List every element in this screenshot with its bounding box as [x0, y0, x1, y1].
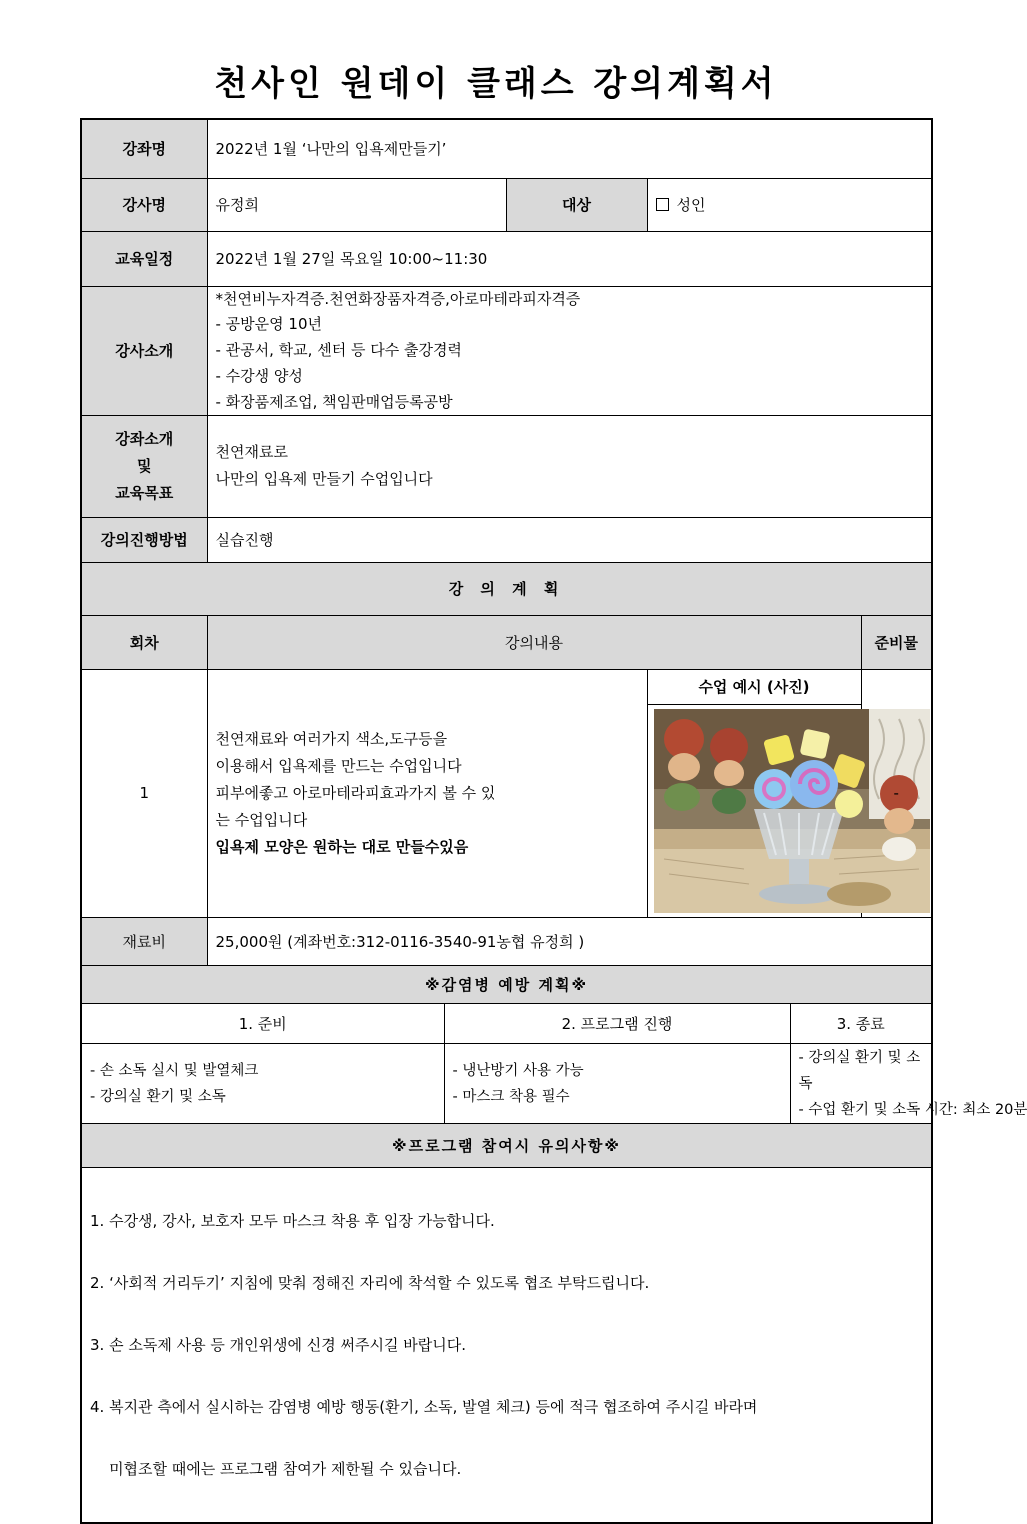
lecture-plan-table [80, 118, 1027, 1524]
intro-label-line: 교육목표 [115, 483, 174, 502]
prevention-col-2-items [444, 1043, 790, 1123]
materials-value: - [861, 669, 932, 917]
bio-line: - 화장품제조업, 책임판매업등록공방 [215, 392, 453, 411]
bio-content [207, 286, 932, 415]
prevention-col-3-items [790, 1043, 1027, 1123]
prevention-item: - 냉난방기 사용 가능 [452, 1062, 584, 1079]
intro-line: 나만의 입욕제 만들기 수업입니다 [215, 470, 433, 488]
prevention-col-3-title: 3. 종료 [790, 1003, 932, 1043]
bath-bomb-photo [654, 709, 930, 913]
prevention-item: - 마스크 착용 필수 [452, 1088, 570, 1105]
notes-header: ※프로그램 참여시 유의사항※ [81, 1123, 932, 1167]
instructor-row [81, 178, 932, 231]
session-column-header: 회차 [81, 615, 207, 669]
note-line: 1. 수강생, 강사, 보호자 모두 마스크 착용 후 입장 가능합니다. [90, 1211, 495, 1230]
prevention-items-row [81, 1043, 932, 1123]
note-line: 3. 손 소독제 사용 등 개인위생에 신경 써주시길 바랍니다. [90, 1335, 467, 1354]
target-label: 대상 [506, 178, 647, 231]
method-value: 실습진행 [207, 517, 932, 562]
bio-line: - 수강생 양성 [215, 366, 303, 385]
bio-line: - 관공서, 학교, 센터 등 다수 출강경력 [215, 340, 462, 359]
prevention-item: - 강의실 환기 및 소독 [798, 1049, 921, 1092]
photo-title: 수업 예시 (사진) [648, 670, 861, 705]
notes-row [81, 1167, 932, 1523]
prevention-item: - 강의실 환기 및 소독 [90, 1088, 226, 1105]
note-line: 미협조할 때에는 프로그램 참여가 제한될 수 있습니다. [90, 1459, 462, 1478]
fee-row [81, 917, 932, 965]
prevention-columns-row [81, 1003, 932, 1043]
notes-header-row [81, 1123, 932, 1167]
plan-header-row [81, 562, 932, 615]
intro-content [207, 415, 932, 517]
prevention-col-2-title: 2. 프로그램 진행 [444, 1003, 790, 1043]
intro-label-line: 강좌소개 [115, 429, 174, 448]
method-row [81, 517, 932, 562]
content-bold-line: 입욕제 모양은 원하는 대로 만들수있음 [215, 837, 469, 856]
intro-line: 천연재료로 [215, 443, 288, 461]
bio-label: 강사소개 [81, 286, 207, 415]
fee-label: 재료비 [81, 917, 207, 965]
method-label: 강의진행방법 [81, 517, 207, 562]
schedule-label: 교육일정 [81, 231, 207, 286]
intro-label-line: 및 [137, 456, 152, 475]
bio-line: *천연비누자격증.천연화장품자격증,아로마테라피자격증 [215, 289, 581, 308]
session-number: 1 [81, 669, 207, 917]
notes-content [81, 1167, 932, 1523]
target-checkbox[interactable] [656, 198, 669, 211]
schedule-row [81, 231, 932, 286]
class-photo [648, 705, 861, 917]
course-value: 2022년 1월 ‘나만의 입욕제만들기’ [207, 119, 932, 178]
intro-row [81, 415, 932, 517]
document-title: 천사인 원데이 클래스 강의계획서 [214, 64, 778, 104]
intro-label [81, 415, 207, 517]
fee-value: 25,000원 (계좌번호:312-0116-3540-91농협 유정희 ) [207, 917, 932, 965]
content-line: 천연재료와 여러가지 색소,도구등을 [215, 729, 448, 748]
prevention-header: ※감염병 예방 계획※ [81, 965, 932, 1003]
schedule-value: 2022년 1월 27일 목요일 10:00~11:30 [207, 231, 932, 286]
instructor-value: 유정희 [207, 178, 506, 231]
plan-columns-row [81, 615, 932, 669]
bio-line: - 공방운영 10년 [215, 314, 322, 333]
prevention-col-1-items [81, 1043, 444, 1123]
course-row [81, 119, 932, 178]
content-line: 는 수업입니다 [215, 810, 308, 829]
materials-column-header: 준비물 [861, 615, 932, 669]
content-column-header: 강의내용 [207, 615, 861, 669]
course-label: 강좌명 [81, 119, 207, 178]
target-cell [647, 178, 932, 231]
prevention-header-row [81, 965, 932, 1003]
target-value: 성인 [676, 196, 706, 214]
note-line: 4. 복지관 측에서 실시하는 감염병 예방 행동(환기, 소독, 발열 체크) 등에 적극 협조하여 주시길 바라며 [90, 1397, 758, 1416]
photo-cell [647, 669, 861, 917]
prevention-item: - 손 소독 실시 및 발열체크 [90, 1062, 259, 1079]
content-line: 피부에좋고 아로마테라피효과가지 볼 수 있 [215, 783, 496, 802]
plan-header: 강 의 계 획 [81, 562, 932, 615]
content-line: 이용해서 입욕제를 만드는 수업입니다 [215, 756, 462, 775]
prevention-item: - 수업 환기 및 소독 시간: 최소 20분 [798, 1101, 1027, 1118]
instructor-label: 강사명 [81, 178, 207, 231]
note-line: 2. ‘사회적 거리두기’ 지침에 맞춰 정해진 자리에 착석할 수 있도록 협조 부탁드립니다. [90, 1273, 650, 1292]
session-content [207, 669, 647, 917]
prevention-col-1-title: 1. 준비 [81, 1003, 444, 1043]
plan-session-row [81, 669, 932, 917]
bio-row [81, 286, 932, 415]
